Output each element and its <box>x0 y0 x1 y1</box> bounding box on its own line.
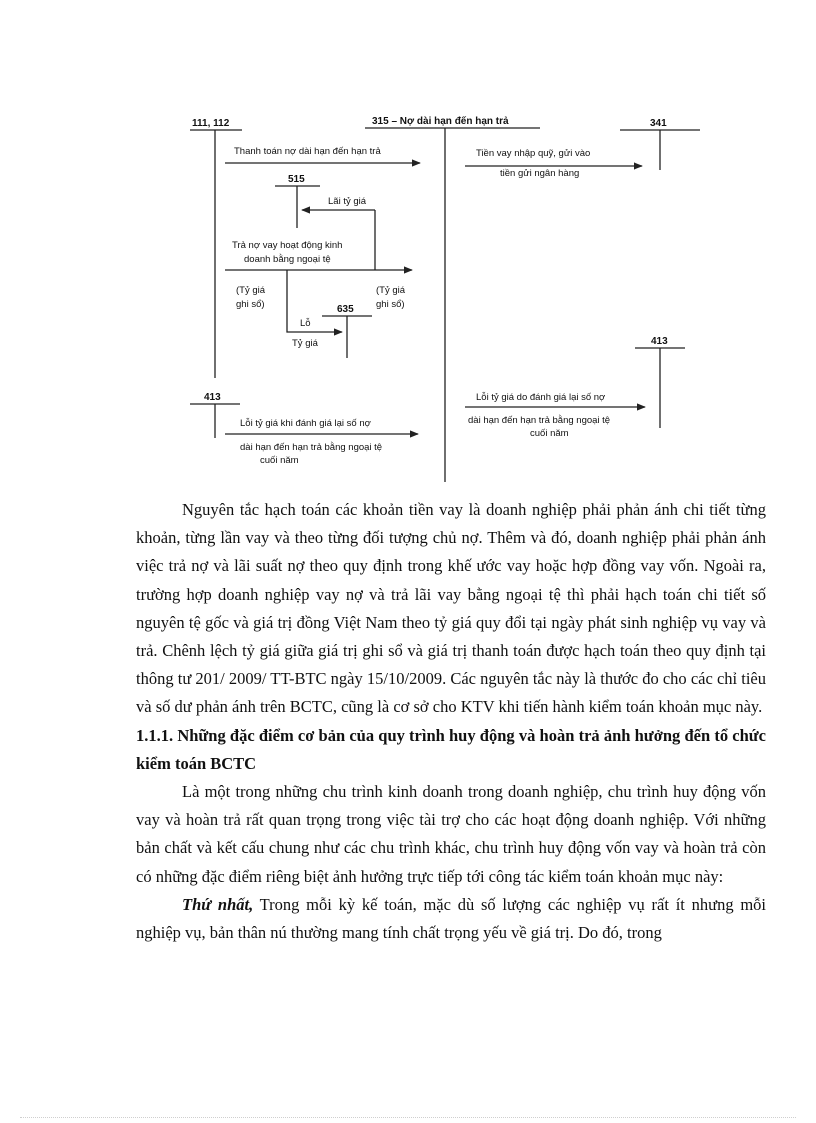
account-413-right-label: 413 <box>651 336 668 347</box>
label-reval-gain-1: Lỗi tỷ giá do đánh giá lại số nợ <box>476 392 606 403</box>
account-515-label: 515 <box>288 174 305 185</box>
label-book-rate-right-1: (Tỷ giá <box>376 285 406 296</box>
accounting-t-account-diagram <box>180 108 668 486</box>
section-heading: 1.1.1. Những đặc điểm cơ bản của quy trình huy động và hoàn trả ảnh hưởng đến tổ chức kiểm toán BCTC <box>136 725 766 773</box>
label-reval-loss-2: dài hạn đến hạn trả bằng ngoại tệ <box>240 442 383 453</box>
label-repay-2: doanh bằng ngoại tệ <box>244 254 331 265</box>
account-111-112-label: 111, 112 <box>192 118 230 129</box>
label-loan-receipt-1: Tiền vay nhập quỹ, gửi vào <box>476 148 591 159</box>
paragraph-cycle-overview: Là một trong những chu trình kinh doanh trong doanh nghiệp, chu trình huy động vốn vay và hoàn trả rất quan trọng trong việc tài trợ cho các hoạt động doanh nghiệp. Với những bản chất và kết cấu chung như các chu trình khác, chu trình huy động vốn vay và hoàn trả còn có những đặc điểm riêng biệt ảnh hưởng trực tiếp tới công tác kiểm toán khoản mục này: <box>136 782 766 886</box>
label-book-rate-left-2: ghi sổ) <box>236 299 265 310</box>
label-book-rate-left-1: (Tỷ giá <box>236 285 266 296</box>
label-pay-long-term: Thanh toán nợ dài hạn đến hạn trả <box>234 146 381 157</box>
label-repay-1: Trả nợ vay hoạt động kinh <box>232 240 343 251</box>
label-reval-gain-3: cuối năm <box>530 428 569 439</box>
paragraph-accounting-principles: Nguyên tắc hạch toán các khoản tiền vay là doanh nghiệp phải phản ánh chi tiết từng khoản, từng lần vay và theo từng đối tượng chủ nợ. Thêm và đó, doanh nghiệp phải phản ánh việc trả nợ và lãi suất nợ theo quy định trong khế ước vay hoặc hợp đồng vay vốn. Ngoài ra, trường hợp doanh nghiệp vay nợ và trả lãi vay bằng ngoại tệ thì phải hạch toán chi tiết số nguyên tệ gốc và giá trị đồng Việt Nam theo tỷ giá quy đổi tại ngày phát sinh nghiệp vụ vay và trả. Chênh lệch tỷ giá giữa giá trị ghi sổ và giá trị thanh toán được hạch toán theo quy định tại thông tư 201/ 2009/ TT-BTC ngày 15/10/2009. Các nguyên tắc này là thước đo cho các chỉ tiêu và số dư phản ánh trên BCTC, cũng là cơ sở cho KTV khi tiến hành kiểm toán khoản mục này. <box>136 500 766 717</box>
label-fx-loss-2: Tỷ giá <box>292 338 318 349</box>
arrow-fx-loss <box>287 270 342 332</box>
label-reval-loss-1: Lỗi tỷ giá khi đánh giá lại số nợ <box>240 418 371 429</box>
body-text <box>136 496 766 947</box>
label-fx-gain: Lãi tỷ giá <box>328 196 367 207</box>
account-315-label: 315 – Nợ dài hạn đến hạn trả <box>372 116 509 127</box>
first-point-lead: Thứ nhất, <box>182 894 254 914</box>
first-point-text: Trong mỗi kỳ kế toán, mặc dù số lượng các nghiệp vụ rất ít nhưng mỗi nghiệp vụ, bản thân nú thường mang tính chất trọng yếu về giá trị. Do đó, trong <box>136 894 767 943</box>
account-635-label: 635 <box>337 304 354 315</box>
account-341-label: 341 <box>650 118 667 129</box>
account-413-left-label: 413 <box>204 392 221 403</box>
page-bottom-border <box>20 1117 796 1118</box>
label-fx-loss-1: Lỗ <box>300 318 311 329</box>
label-book-rate-right-2: ghi sổ) <box>376 299 405 310</box>
label-reval-loss-3: cuối năm <box>260 455 299 466</box>
label-reval-gain-2: dài hạn đến hạn trả bằng ngoại tệ <box>468 415 611 426</box>
label-loan-receipt-2: tiền gửi ngân hàng <box>500 168 580 179</box>
paragraph-first-point <box>136 891 766 947</box>
